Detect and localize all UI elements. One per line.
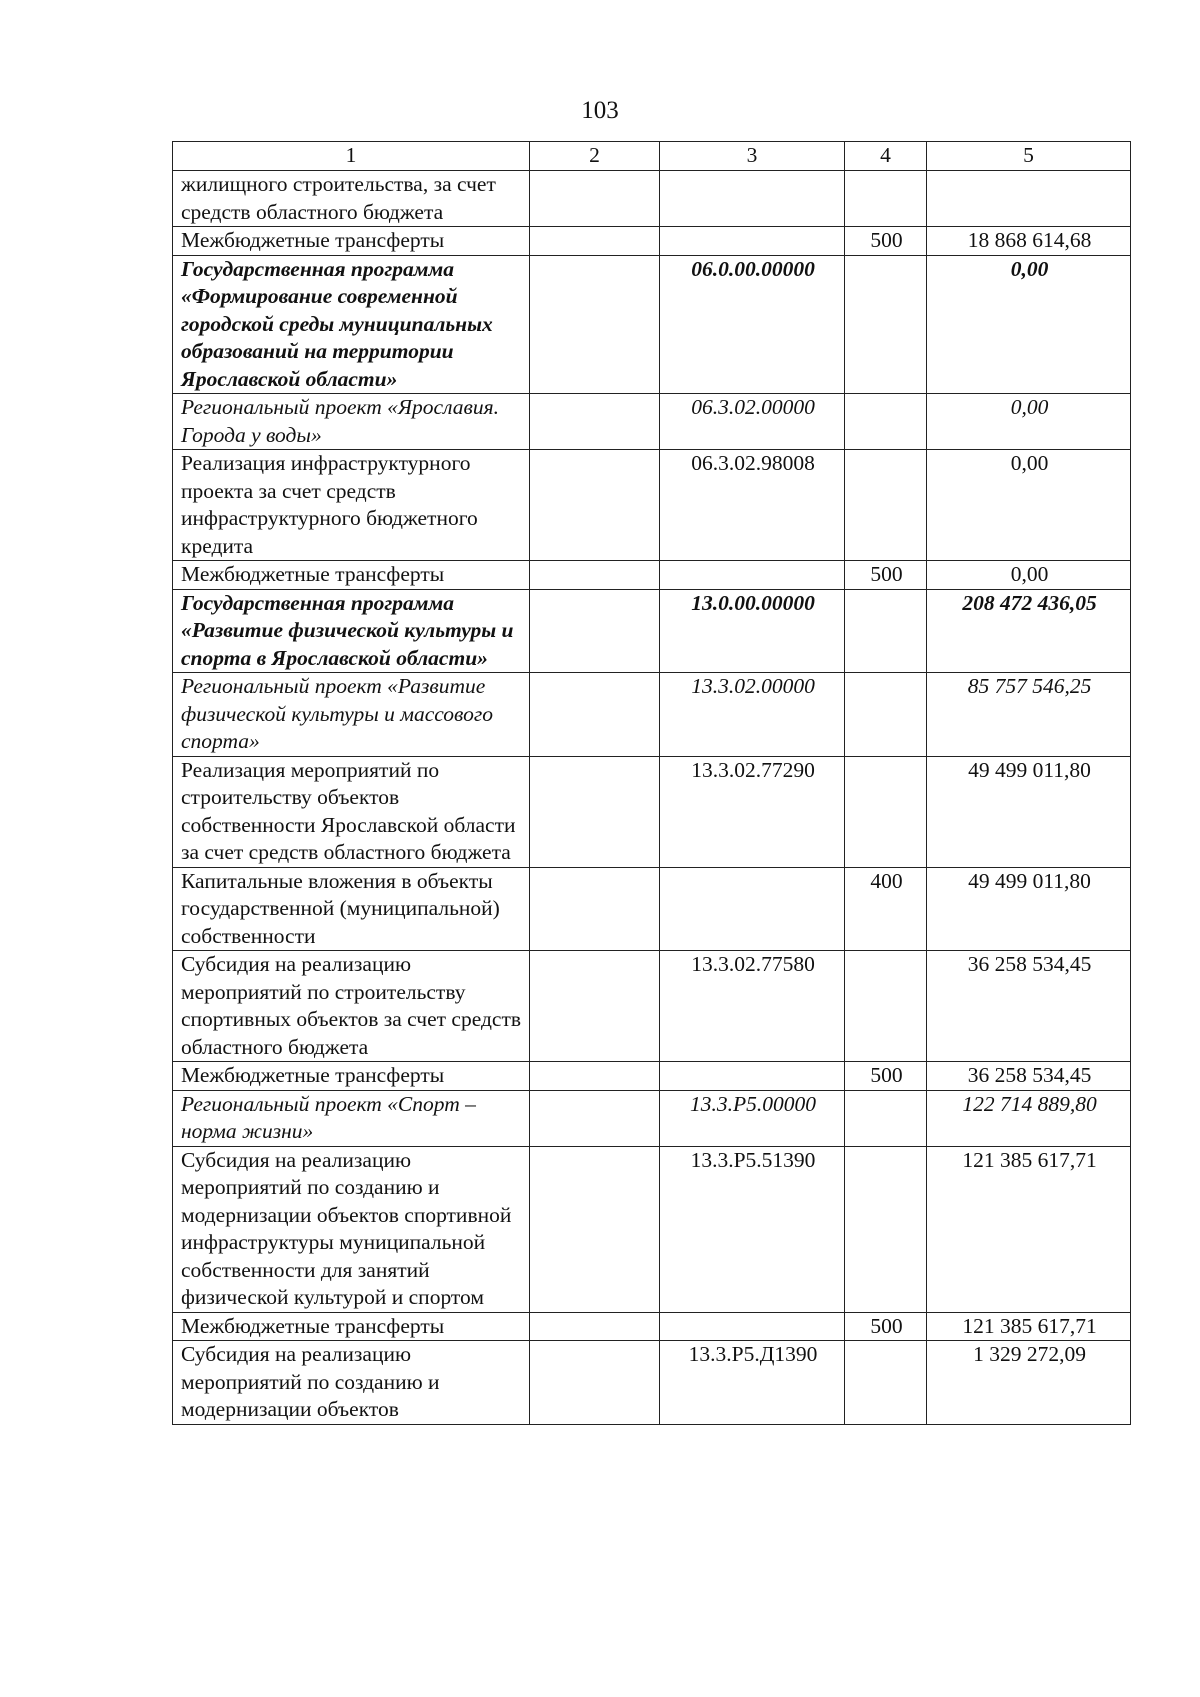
name-cell: Субсидия на реализацию мероприятий по созданию и модернизации объектов спортивной инфраструктуры муниципальной собственности для занятий физической культурой и спортом <box>173 1146 530 1312</box>
column-2-cell <box>530 1146 660 1312</box>
expense-type-cell <box>845 1341 927 1425</box>
table-row <box>173 589 1131 673</box>
name-cell: жилищного строительства, за счет средств областного бюджета <box>173 171 530 227</box>
table-row <box>173 1341 1131 1425</box>
expense-type-cell <box>845 450 927 561</box>
amount-cell: 36 258 534,45 <box>927 1062 1131 1091</box>
code-cell <box>660 867 845 951</box>
table-row <box>173 1090 1131 1146</box>
name-cell: Капитальные вложения в объекты государственной (муниципальной) собственности <box>173 867 530 951</box>
expense-type-cell <box>845 171 927 227</box>
expense-type-cell <box>845 1090 927 1146</box>
expense-type-cell: 500 <box>845 1062 927 1091</box>
table-body <box>173 171 1131 1425</box>
expense-type-cell <box>845 673 927 757</box>
code-cell: 13.3.P5.Д1390 <box>660 1341 845 1425</box>
expense-type-cell <box>845 589 927 673</box>
table-row <box>173 1062 1131 1091</box>
column-2-cell <box>530 867 660 951</box>
column-2-cell <box>530 255 660 394</box>
code-cell: 06.0.00.00000 <box>660 255 845 394</box>
column-header: 5 <box>927 142 1131 171</box>
expense-type-cell <box>845 951 927 1062</box>
code-cell: 13.3.02.77290 <box>660 756 845 867</box>
expense-type-cell: 500 <box>845 1312 927 1341</box>
amount-cell: 121 385 617,71 <box>927 1312 1131 1341</box>
table-row <box>173 450 1131 561</box>
code-cell <box>660 561 845 590</box>
name-cell: Межбюджетные трансферты <box>173 1062 530 1091</box>
code-cell: 13.0.00.00000 <box>660 589 845 673</box>
column-2-cell <box>530 1312 660 1341</box>
amount-cell: 0,00 <box>927 450 1131 561</box>
amount-cell: 49 499 011,80 <box>927 756 1131 867</box>
code-cell <box>660 1062 845 1091</box>
table-row <box>173 255 1131 394</box>
budget-table <box>172 141 1131 1425</box>
table-row <box>173 756 1131 867</box>
name-cell: Межбюджетные трансферты <box>173 561 530 590</box>
code-cell <box>660 171 845 227</box>
table-row <box>173 227 1131 256</box>
name-cell: Региональный проект «Спорт – норма жизни» <box>173 1090 530 1146</box>
column-2-cell <box>530 561 660 590</box>
amount-cell: 0,00 <box>927 255 1131 394</box>
table-row <box>173 867 1131 951</box>
column-2-cell <box>530 171 660 227</box>
expense-type-cell <box>845 255 927 394</box>
name-cell: Государственная программа «Формирование современной городской среды муниципальных образований на территории Ярославской области» <box>173 255 530 394</box>
name-cell: Региональный проект «Развитие физической культуры и массового спорта» <box>173 673 530 757</box>
amount-cell: 1 329 272,09 <box>927 1341 1131 1425</box>
column-2-cell <box>530 227 660 256</box>
amount-cell: 49 499 011,80 <box>927 867 1131 951</box>
code-cell <box>660 227 845 256</box>
code-cell: 13.3.P5.00000 <box>660 1090 845 1146</box>
expense-type-cell: 500 <box>845 227 927 256</box>
column-header: 4 <box>845 142 927 171</box>
table-row <box>173 1312 1131 1341</box>
code-cell: 13.3.P5.51390 <box>660 1146 845 1312</box>
table-row <box>173 951 1131 1062</box>
expense-type-cell <box>845 394 927 450</box>
column-header: 1 <box>173 142 530 171</box>
expense-type-cell: 400 <box>845 867 927 951</box>
amount-cell: 121 385 617,71 <box>927 1146 1131 1312</box>
amount-cell: 36 258 534,45 <box>927 951 1131 1062</box>
amount-cell <box>927 171 1131 227</box>
name-cell: Межбюджетные трансферты <box>173 1312 530 1341</box>
code-cell: 06.3.02.00000 <box>660 394 845 450</box>
code-cell: 13.3.02.00000 <box>660 673 845 757</box>
table-row <box>173 561 1131 590</box>
column-2-cell <box>530 1341 660 1425</box>
name-cell: Реализация инфраструктурного проекта за счет средств инфраструктурного бюджетного кредита <box>173 450 530 561</box>
column-header: 2 <box>530 142 660 171</box>
column-2-cell <box>530 951 660 1062</box>
expense-type-cell: 500 <box>845 561 927 590</box>
table-row <box>173 394 1131 450</box>
column-2-cell <box>530 589 660 673</box>
code-cell: 06.3.02.98008 <box>660 450 845 561</box>
name-cell: Региональный проект «Ярославия. Города у воды» <box>173 394 530 450</box>
expense-type-cell <box>845 1146 927 1312</box>
column-2-cell <box>530 756 660 867</box>
table-header-row <box>173 142 1131 171</box>
column-header: 3 <box>660 142 845 171</box>
table-row <box>173 673 1131 757</box>
code-cell: 13.3.02.77580 <box>660 951 845 1062</box>
table-row <box>173 1146 1131 1312</box>
amount-cell: 208 472 436,05 <box>927 589 1131 673</box>
amount-cell: 18 868 614,68 <box>927 227 1131 256</box>
expense-type-cell <box>845 756 927 867</box>
column-2-cell <box>530 394 660 450</box>
page-number: 103 <box>581 97 619 124</box>
name-cell: Межбюджетные трансферты <box>173 227 530 256</box>
name-cell: Субсидия на реализацию мероприятий по созданию и модернизации объектов <box>173 1341 530 1425</box>
amount-cell: 85 757 546,25 <box>927 673 1131 757</box>
amount-cell: 122 714 889,80 <box>927 1090 1131 1146</box>
column-2-cell <box>530 450 660 561</box>
code-cell <box>660 1312 845 1341</box>
column-2-cell <box>530 673 660 757</box>
column-2-cell <box>530 1062 660 1091</box>
table-row <box>173 171 1131 227</box>
name-cell: Реализация мероприятий по строительству объектов собственности Ярославской области за счет средств областного бюджета <box>173 756 530 867</box>
name-cell: Государственная программа «Развитие физической культуры и спорта в Ярославской области» <box>173 589 530 673</box>
amount-cell: 0,00 <box>927 394 1131 450</box>
amount-cell: 0,00 <box>927 561 1131 590</box>
column-2-cell <box>530 1090 660 1146</box>
name-cell: Субсидия на реализацию мероприятий по строительству спортивных объектов за счет средств областного бюджета <box>173 951 530 1062</box>
